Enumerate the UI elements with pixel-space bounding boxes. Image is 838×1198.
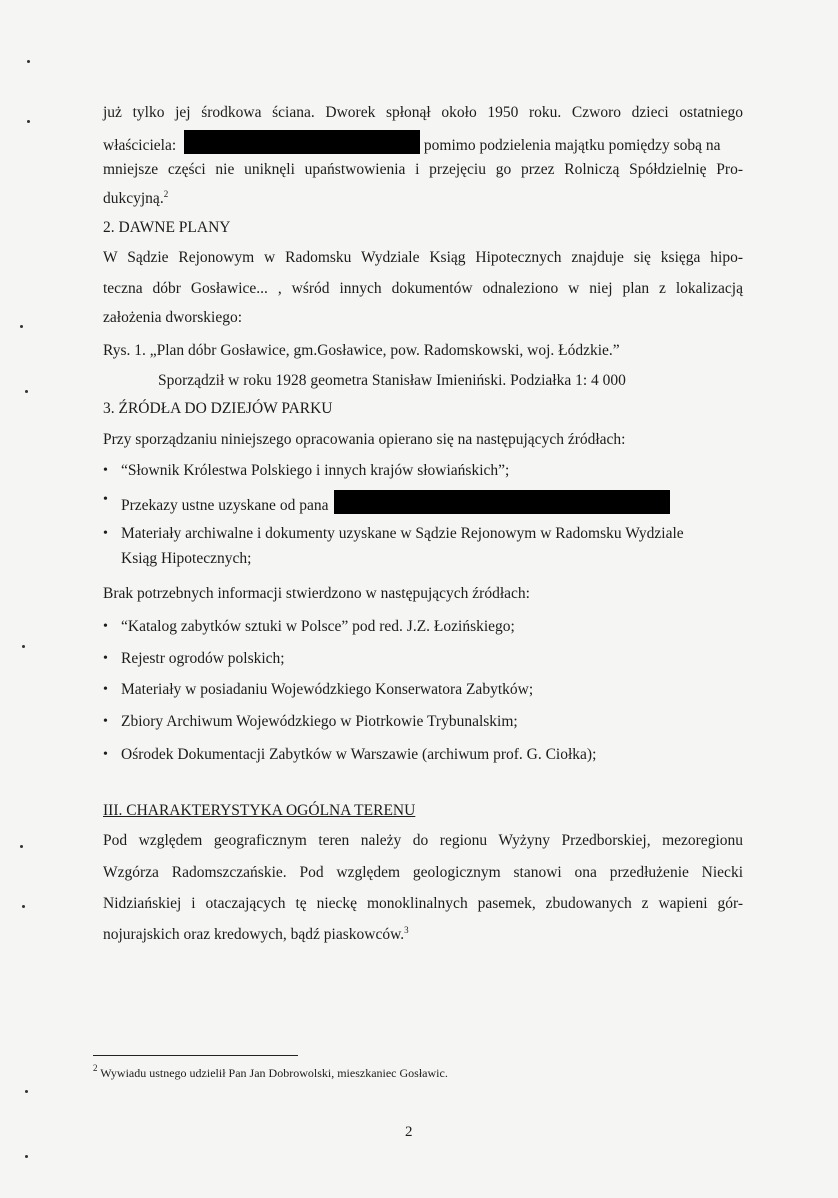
list-item-text: Zbiory Archiwum Wojewódzkiego w Piotrkowie Trybunalskim;: [121, 713, 518, 730]
bullet-icon: •: [103, 526, 108, 541]
body-text: nojurajskich oraz kredowych, bądź piaskowców.: [103, 926, 405, 943]
redaction-bar: [334, 490, 670, 514]
list-item-text: Ksiąg Hipotecznych;: [121, 550, 252, 567]
bullet-icon: •: [103, 492, 108, 507]
footnote-number: 2: [93, 1063, 98, 1073]
figure-caption-detail: Sporządził w roku 1928 geometra Stanisław Imieniński. Podziałka 1: 4 000: [158, 372, 626, 389]
list-item-text: Ośrodek Dokumentacji Zabytków w Warszawie (archiwum prof. G. Ciołka);: [121, 746, 597, 763]
section-heading: 2. DAWNE PLANY: [103, 219, 231, 236]
owner-label: właściciela:: [103, 137, 177, 154]
body-line: mniejsze części nie uniknęli upaństwowienia i przejęciu go przez Rolniczą Spółdzielnię Pro-: [103, 161, 743, 178]
bullet-icon: •: [103, 651, 108, 666]
body-line: Brak potrzebnych informacji stwierdzono w następujących źródłach:: [103, 585, 530, 602]
list-item-text: “Katalog zabytków sztuki w Polsce” pod red. J.Z. Łozińskiego;: [121, 618, 515, 635]
bullet-icon: •: [103, 747, 108, 762]
body-text: pomimo podzielenia majątku pomiędzy sobą na: [423, 137, 721, 154]
scan-mark: [27, 60, 30, 63]
body-line: [103, 189, 743, 209]
scan-mark: [27, 120, 30, 123]
footnote-separator: [93, 1055, 298, 1056]
body-line: Przy sporządzaniu niniejszego opracowania opierano się na następujących źródłach:: [103, 431, 626, 448]
footnote-ref[interactable]: 3: [404, 925, 409, 935]
section-heading: 3. ŹRÓDŁA DO DZIEJÓW PARKU: [103, 400, 333, 417]
body-line: Pod względem geograficznym teren należy do regionu Wyżyny Przedborskiej, mezoregionu: [103, 832, 743, 849]
scan-mark: [22, 645, 25, 648]
bullet-icon: •: [103, 682, 108, 697]
list-item-text: Materiały w posiadaniu Wojewódzkiego Konserwatora Zabytków;: [121, 681, 534, 698]
figure-caption: Rys. 1. „Plan dóbr Gosławice, gm.Gosławice, pow. Radomskowski, woj. Łódzkie.”: [103, 342, 620, 359]
body-text: dukcyjną.: [103, 190, 164, 207]
list-item-content: [121, 490, 670, 516]
scan-mark: [25, 1155, 28, 1158]
body-line: [103, 130, 743, 156]
bullet-icon: •: [103, 714, 108, 729]
body-line: założenia dworskiego:: [103, 309, 243, 326]
list-item-text: “Słownik Królestwa Polskiego i innych krajów słowiańskich”;: [121, 462, 510, 479]
bullet-icon: •: [103, 463, 108, 478]
body-line: już tylko jej środkowa ściana. Dworek spłonął około 1950 roku. Czworo dzieci ostatniego: [103, 104, 743, 121]
list-item-text: Rejestr ogrodów polskich;: [121, 650, 285, 667]
footnote: [93, 1063, 448, 1081]
body-line: teczna dóbr Gosławice... , wśród innych dokumentów odnaleziono w niej plan z lokalizacją: [103, 280, 743, 297]
footnote-ref[interactable]: 2: [163, 189, 169, 199]
list-item-text: Materiały archiwalne i dokumenty uzyskane w Sądzie Rejonowym w Radomsku Wydziale: [121, 525, 684, 542]
body-line: [103, 925, 743, 945]
body-line: W Sądzie Rejonowym w Radomsku Wydziale Ksiąg Hipotecznych znajduje się księga hipo-: [103, 249, 743, 266]
footnote-text: Wywiadu ustnego udzielił Pan Jan Dobrowolski, mieszkaniec Gosławic.: [100, 1066, 448, 1080]
list-item-text: Przekazy ustne uzyskane od pana: [121, 497, 329, 514]
scan-mark: [20, 325, 23, 328]
scan-mark: [25, 390, 28, 393]
body-line: Wzgórza Radomszczańskie. Pod względem geologicznym stanowi ona przedłużenie Niecki: [103, 864, 743, 881]
scan-mark: [20, 845, 23, 848]
redaction-bar: [184, 130, 420, 154]
scan-mark: [22, 905, 25, 908]
list-item: [103, 524, 743, 574]
bullet-icon: •: [103, 619, 108, 634]
body-line: Nidziańskiej i otaczających tę nieckę monoklinalnych pasemek, zbudowanych z wapieni gór-: [103, 895, 743, 912]
page-number: 2: [405, 1124, 413, 1140]
scan-mark: [25, 1090, 28, 1093]
chapter-heading: III. CHARAKTERYSTYKA OGÓLNA TERENU: [103, 802, 416, 819]
